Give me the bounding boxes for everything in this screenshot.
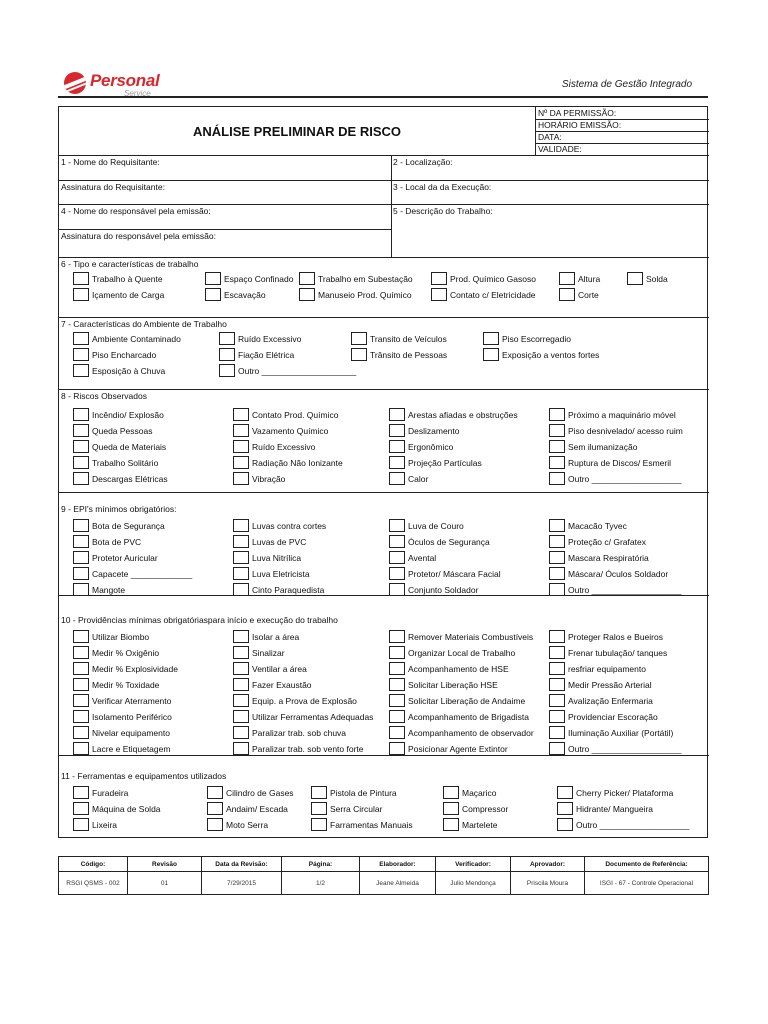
checkbox[interactable] — [549, 551, 565, 564]
checkbox-label: Piso desnivelado/ acesso ruim — [568, 426, 683, 436]
issue-time-field[interactable]: HORÁRIO EMISSÃO: — [538, 120, 622, 130]
checkbox[interactable] — [205, 272, 221, 285]
checkbox[interactable] — [549, 567, 565, 580]
checkbox-label: Medir % Explosividade — [92, 664, 178, 674]
checkbox[interactable] — [73, 348, 89, 361]
checkbox[interactable] — [389, 472, 405, 485]
checkbox[interactable] — [549, 440, 565, 453]
validity-field[interactable]: VALIDADE: — [538, 144, 582, 154]
checkbox[interactable] — [233, 678, 249, 691]
checkbox-label: Nivelar equipamento — [92, 728, 170, 738]
checkbox-label: Bota de Segurança — [92, 521, 165, 531]
checkbox[interactable] — [299, 272, 315, 285]
location-field[interactable]: 2 - Localização: — [393, 157, 453, 167]
checkbox[interactable] — [207, 802, 223, 815]
checkbox[interactable] — [233, 630, 249, 643]
checkbox[interactable] — [233, 424, 249, 437]
checkbox[interactable] — [73, 662, 89, 675]
checkbox-label: Iluminação Auxiliar (Portátil) — [568, 728, 674, 738]
checkbox-label: Incêndio/ Explosão — [92, 410, 164, 420]
checkbox[interactable] — [233, 567, 249, 580]
checkbox[interactable] — [351, 332, 367, 345]
checkbox[interactable] — [233, 551, 249, 564]
header-revision: Revisão — [128, 857, 202, 872]
checkbox[interactable] — [549, 726, 565, 739]
checkbox[interactable] — [73, 802, 89, 815]
value-revision: 01 — [128, 872, 202, 895]
value-code: RSGI QSMS - 002 — [59, 872, 128, 895]
checkbox[interactable] — [559, 272, 575, 285]
checkbox[interactable] — [389, 742, 405, 755]
checkbox-label: Lixeira — [92, 820, 118, 830]
checkbox-label: Transito de Veículos — [370, 334, 447, 344]
section-title: 11 - Ferramentas e equipamentos utilizados — [61, 771, 227, 781]
checkbox-label: Vibração — [252, 474, 286, 484]
checkbox[interactable] — [299, 288, 315, 301]
checkbox[interactable] — [233, 440, 249, 453]
checkbox[interactable] — [557, 802, 573, 815]
checkbox[interactable] — [389, 646, 405, 659]
value-page: 1/2 — [282, 872, 360, 895]
checkbox-label: Máscara/ Óculos Soldador — [568, 569, 669, 579]
checkbox[interactable] — [233, 742, 249, 755]
checkbox-label: Compressor — [462, 804, 509, 814]
checkbox-label: Trabalho Solitário — [92, 458, 159, 468]
requester-signature-field[interactable]: Assinatura do Requisitante: — [61, 182, 165, 192]
header-verifier: Verificador: — [436, 857, 511, 872]
checkbox-label: Próximo a maquinário móvel — [568, 410, 676, 420]
checkbox-label: Avalização Enfermaria — [568, 696, 653, 706]
checkbox[interactable] — [549, 456, 565, 469]
permission-number-field[interactable]: Nº DA PERMISSÃO: — [538, 108, 617, 118]
checkbox[interactable] — [219, 332, 235, 345]
checkbox-label: Isolamento Periférico — [92, 712, 172, 722]
checkbox-label: Frenar tubulação/ tanques — [568, 648, 668, 658]
checkbox[interactable] — [389, 630, 405, 643]
checkbox[interactable] — [73, 472, 89, 485]
checkbox[interactable] — [73, 678, 89, 691]
logo-brand: Personal — [90, 71, 160, 90]
value-verifier: Julio Mendonça — [436, 872, 511, 895]
checkbox-label: Macacão Tyvec — [568, 521, 627, 531]
checkbox-label: Prod. Químico Gasoso — [450, 274, 536, 284]
logo-swoosh-icon — [64, 72, 86, 94]
checkbox[interactable] — [73, 408, 89, 421]
header-page: Página: — [282, 857, 360, 872]
checkbox[interactable] — [233, 646, 249, 659]
checkbox[interactable] — [627, 272, 643, 285]
checkbox-label: Radiação Não Ionizante — [252, 458, 343, 468]
checkbox-label: Luvas de PVC — [252, 537, 307, 547]
header-approver: Aprovador: — [511, 857, 585, 872]
checkbox[interactable] — [73, 694, 89, 707]
checkbox-label: Máquina de Solda — [92, 804, 161, 814]
checkbox-label: Trânsito de Pessoas — [370, 350, 448, 360]
checkbox-label: Luva Eletricista — [252, 569, 310, 579]
checkbox-label: Solicitar Liberação HSE — [408, 680, 498, 690]
checkbox-label: Solicitar Liberação de Andaime — [408, 696, 526, 706]
checkbox[interactable] — [389, 440, 405, 453]
checkbox[interactable] — [549, 646, 565, 659]
checkbox-label: Luva de Couro — [408, 521, 464, 531]
checkbox[interactable] — [389, 694, 405, 707]
checkbox[interactable] — [557, 786, 573, 799]
checkbox-label: Contato Prod. Químico — [252, 410, 339, 420]
checkbox-label: Óculos de Segurança — [408, 537, 490, 547]
system-name: Sistema de Gestão Integrado — [561, 79, 692, 90]
checkbox[interactable] — [549, 424, 565, 437]
checkbox[interactable] — [559, 288, 575, 301]
checkbox[interactable] — [73, 456, 89, 469]
checkbox[interactable] — [557, 818, 573, 831]
checkbox-label: Ventilar a área — [252, 664, 307, 674]
value-author: Jeane Almeida — [360, 872, 436, 895]
checkbox-label: Ruído Excessivo — [252, 442, 316, 452]
checkbox-label: Ergonômico — [408, 442, 454, 452]
checkbox[interactable] — [549, 408, 565, 421]
checkbox[interactable] — [73, 630, 89, 643]
checkbox[interactable] — [73, 710, 89, 723]
checkbox-label: Serra Circular — [330, 804, 383, 814]
checkbox-label: Queda Pessoas — [92, 426, 153, 436]
section-title: 10 - Providências mínimas obrigatóriaspara início e execução do trabalho — [61, 615, 338, 625]
checkbox-label: Altura — [578, 274, 601, 284]
checkbox-label: Bota de PVC — [92, 537, 142, 547]
checkbox-label: Acompanhamento de HSE — [408, 664, 509, 674]
checkbox-label: Trabalho em Subestação — [318, 274, 413, 284]
section-title: 8 - Riscos Observados — [61, 391, 147, 401]
checkbox[interactable] — [73, 726, 89, 739]
checkbox[interactable] — [311, 802, 327, 815]
checkbox[interactable] — [73, 364, 89, 377]
checkbox-label: Paralizar trab. sob vento forte — [252, 744, 364, 754]
checkbox[interactable] — [311, 786, 327, 799]
revision-table-row — [59, 872, 709, 895]
checkbox-label: Calor — [408, 474, 429, 484]
document-header — [58, 68, 708, 98]
section-title: 6 - Tipo e características de trabalho — [61, 259, 199, 269]
checkbox-label: Cilindro de Gases — [226, 788, 294, 798]
revision-table-header — [59, 857, 709, 872]
checkbox[interactable] — [73, 551, 89, 564]
checkbox-label: Hidrante/ Mangueira — [576, 804, 654, 814]
checkbox[interactable] — [549, 519, 565, 532]
checkbox[interactable] — [219, 348, 235, 361]
checkbox[interactable] — [205, 288, 221, 301]
checkbox[interactable] — [389, 408, 405, 421]
checkbox-label: Verificar Aterramento — [92, 696, 172, 706]
checkbox[interactable] — [351, 348, 367, 361]
checkbox-label: Proteger Ralos e Bueiros — [568, 632, 663, 642]
checkbox[interactable] — [73, 440, 89, 453]
checkbox-label: Medir Pressão Arterial — [568, 680, 652, 690]
checkbox-label: Protetor Auricular — [92, 553, 158, 563]
checkbox-label: Espaço Confinado — [224, 274, 294, 284]
checkbox[interactable] — [389, 424, 405, 437]
checkbox-label: Fazer Exaustão — [252, 680, 312, 690]
header-reference: Documento de Referência: — [585, 857, 709, 872]
checkbox[interactable] — [389, 710, 405, 723]
section-title: 7 - Características do Ambiente de Trabalho — [61, 319, 227, 329]
requester-name-field[interactable]: 1 - Nome do Requisitante: — [61, 157, 160, 167]
checkbox[interactable] — [73, 786, 89, 799]
checkbox-label: Isolar a área — [252, 632, 300, 642]
risk-analysis-form — [58, 106, 708, 838]
checkbox[interactable] — [73, 818, 89, 831]
checkbox-label: Remover Materiais Combustíveis — [408, 632, 534, 642]
checkbox-label: Ruptura de Discos/ Esmeril — [568, 458, 671, 468]
checkbox-label: Exposição a ventos fortes — [502, 350, 600, 360]
checkbox-label: Queda de Materiais — [92, 442, 167, 452]
checkbox[interactable] — [443, 786, 459, 799]
checkbox-label: Ambiente Contaminado — [92, 334, 181, 344]
checkbox[interactable] — [549, 630, 565, 643]
checkbox-label: Içamento de Carga — [92, 290, 165, 300]
checkbox[interactable] — [73, 519, 89, 532]
checkbox-label: Solda — [646, 274, 668, 284]
checkbox-label: Arestas afiadas e obstruções — [408, 410, 518, 420]
revision-table — [58, 856, 709, 895]
checkbox[interactable] — [73, 646, 89, 659]
checkbox-label: Proteção c/ Grafatex — [568, 537, 646, 547]
checkbox[interactable] — [73, 332, 89, 345]
checkbox[interactable] — [549, 535, 565, 548]
checkbox-label: Sinalizar — [252, 648, 285, 658]
header-revision-date: Data da Revisão: — [202, 857, 282, 872]
checkbox[interactable] — [389, 456, 405, 469]
checkbox[interactable] — [443, 818, 459, 831]
date-field[interactable]: DATA: — [538, 132, 562, 142]
checkbox-label: Medir % Oxigênio — [92, 648, 160, 658]
checkbox-label: Mascara Respiratória — [568, 553, 649, 563]
checkbox-label: Maçarico — [462, 788, 497, 798]
checkbox-label: Projeção Partículas — [408, 458, 482, 468]
checkbox-label: Utilizar Biombo — [92, 632, 150, 642]
checkbox[interactable] — [389, 662, 405, 675]
checkbox[interactable] — [207, 786, 223, 799]
checkbox-label: Moto Serra — [226, 820, 269, 830]
checkbox-label: Deslizamento — [408, 426, 460, 436]
checkbox-label: Outro ___________________ — [568, 474, 682, 484]
checkbox-label: Cinto Paraquedista — [252, 585, 325, 595]
checkbox[interactable] — [389, 535, 405, 548]
checkbox-label: Avental — [408, 553, 437, 563]
checkbox-label: Trabalho à Quente — [92, 274, 163, 284]
checkbox[interactable] — [73, 567, 89, 580]
checkbox[interactable] — [549, 472, 565, 485]
checkbox-label: Furadeira — [92, 788, 129, 798]
form-title: ANÁLISE PRELIMINAR DE RISCO — [192, 123, 401, 139]
checkbox-label: Esposição à Chuva — [92, 366, 166, 376]
execution-place-field[interactable]: 3 - Local da da Execução: — [393, 182, 492, 192]
checkbox[interactable] — [389, 567, 405, 580]
issuer-name-field[interactable]: 4 - Nome do responsável pela emissão: — [61, 206, 211, 216]
checkbox[interactable] — [549, 710, 565, 723]
checkbox-label: Outro ___________________ — [576, 820, 690, 830]
checkbox-label: Posicionar Agente Extintor — [408, 744, 508, 754]
checkbox-label: Paralizar trab. sob chuva — [252, 728, 347, 738]
checkbox-label: Outro ___________________ — [568, 585, 682, 595]
checkbox-label: Utilizar Ferramentas Adequadas — [252, 712, 374, 722]
checkbox-label: Descargas Elétricas — [92, 474, 168, 484]
checkbox[interactable] — [219, 364, 235, 377]
checkbox[interactable] — [233, 662, 249, 675]
checkbox-label: Acompanhamento de Brigadista — [408, 712, 529, 722]
checkbox-label: Farramentas Manuais — [330, 820, 413, 830]
checkbox[interactable] — [233, 535, 249, 548]
checkbox-label: Cherry Picker/ Plataforma — [576, 788, 674, 798]
checkbox[interactable] — [483, 348, 499, 361]
checkbox[interactable] — [233, 408, 249, 421]
checkbox[interactable] — [73, 424, 89, 437]
checkbox-label: Escavação — [224, 290, 266, 300]
checkbox-label: Conjunto Soldador — [408, 585, 479, 595]
checkbox[interactable] — [233, 694, 249, 707]
checkbox-label: Martelete — [462, 820, 498, 830]
checkbox-label: Piso Encharcado — [92, 350, 157, 360]
checkbox[interactable] — [207, 818, 223, 831]
checkbox-label: Luvas contra cortes — [252, 521, 327, 531]
value-reference: ISGI - 67 - Controle Operacional — [585, 872, 709, 895]
header-code: Código: — [59, 857, 128, 872]
checkbox[interactable] — [431, 288, 447, 301]
checkbox-label: Providenciar Escoração — [568, 712, 658, 722]
issuer-signature-field[interactable]: Assinatura do responsável pela emissão: — [61, 231, 216, 241]
checkbox-label: Vazamento Químico — [252, 426, 329, 436]
checkbox[interactable] — [389, 726, 405, 739]
checkbox[interactable] — [233, 519, 249, 532]
checkbox-label: Corte — [578, 290, 599, 300]
checkbox[interactable] — [389, 678, 405, 691]
checkbox[interactable] — [233, 710, 249, 723]
checkbox-label: Mangote — [92, 585, 126, 595]
checkbox-label: Organizar Local de Trabalho — [408, 648, 516, 658]
value-revision-date: 7/29/2015 — [202, 872, 282, 895]
checkbox-label: Outro ____________________ — [238, 366, 357, 376]
checkbox[interactable] — [549, 694, 565, 707]
checkbox[interactable] — [389, 519, 405, 532]
checkbox[interactable] — [549, 662, 565, 675]
checkbox-label: Andaim/ Escada — [226, 804, 288, 814]
checkbox-label: Lacre e Etiquetagem — [92, 744, 171, 754]
checkbox[interactable] — [483, 332, 499, 345]
checkbox-label: Fiação Elétrica — [238, 350, 295, 360]
checkbox[interactable] — [233, 726, 249, 739]
checkbox[interactable] — [311, 818, 327, 831]
checkbox-label: Ruído Excessivo — [238, 334, 302, 344]
checkbox-label: resfriar equipamento — [568, 664, 646, 674]
checkbox[interactable] — [73, 288, 89, 301]
checkbox-label: Outro ___________________ — [568, 744, 682, 754]
checkbox-label: Medir % Toxidade — [92, 680, 160, 690]
checkbox-label: Protetor/ Máscara Facial — [408, 569, 501, 579]
checkbox[interactable] — [389, 551, 405, 564]
checkbox-label: Manuseio Prod. Químico — [318, 290, 412, 300]
checkbox-label: Pistola de Pintura — [330, 788, 397, 798]
checkbox-label: Capacete _____________ — [92, 569, 193, 579]
checkbox[interactable] — [233, 472, 249, 485]
checkbox-label: Contato c/ Eletricidade — [450, 290, 536, 300]
work-description-field[interactable]: 5 - Descrição do Trabalho: — [393, 206, 493, 216]
checkbox[interactable] — [549, 742, 565, 755]
logo-subtitle: Service — [124, 89, 151, 98]
checkbox[interactable] — [443, 802, 459, 815]
header-author: Elaborador: — [360, 857, 436, 872]
checkbox[interactable] — [73, 272, 89, 285]
checkbox[interactable] — [233, 456, 249, 469]
checkbox-label: Sem ilumanização — [568, 442, 638, 452]
section-title: 9 - EPI's mínimos obrigatórios: — [61, 504, 177, 514]
checkbox[interactable] — [73, 742, 89, 755]
checkbox[interactable] — [73, 535, 89, 548]
value-approver: Priscila Moura — [511, 872, 585, 895]
checkbox-label: Piso Escorregadio — [502, 334, 571, 344]
checkbox-label: Acompanhamento de observador — [408, 728, 534, 738]
checkbox[interactable] — [431, 272, 447, 285]
checkbox-label: Equip. a Prova de Explosão — [252, 696, 357, 706]
checkbox[interactable] — [549, 678, 565, 691]
checkbox-label: Luva Nitrílica — [252, 553, 302, 563]
